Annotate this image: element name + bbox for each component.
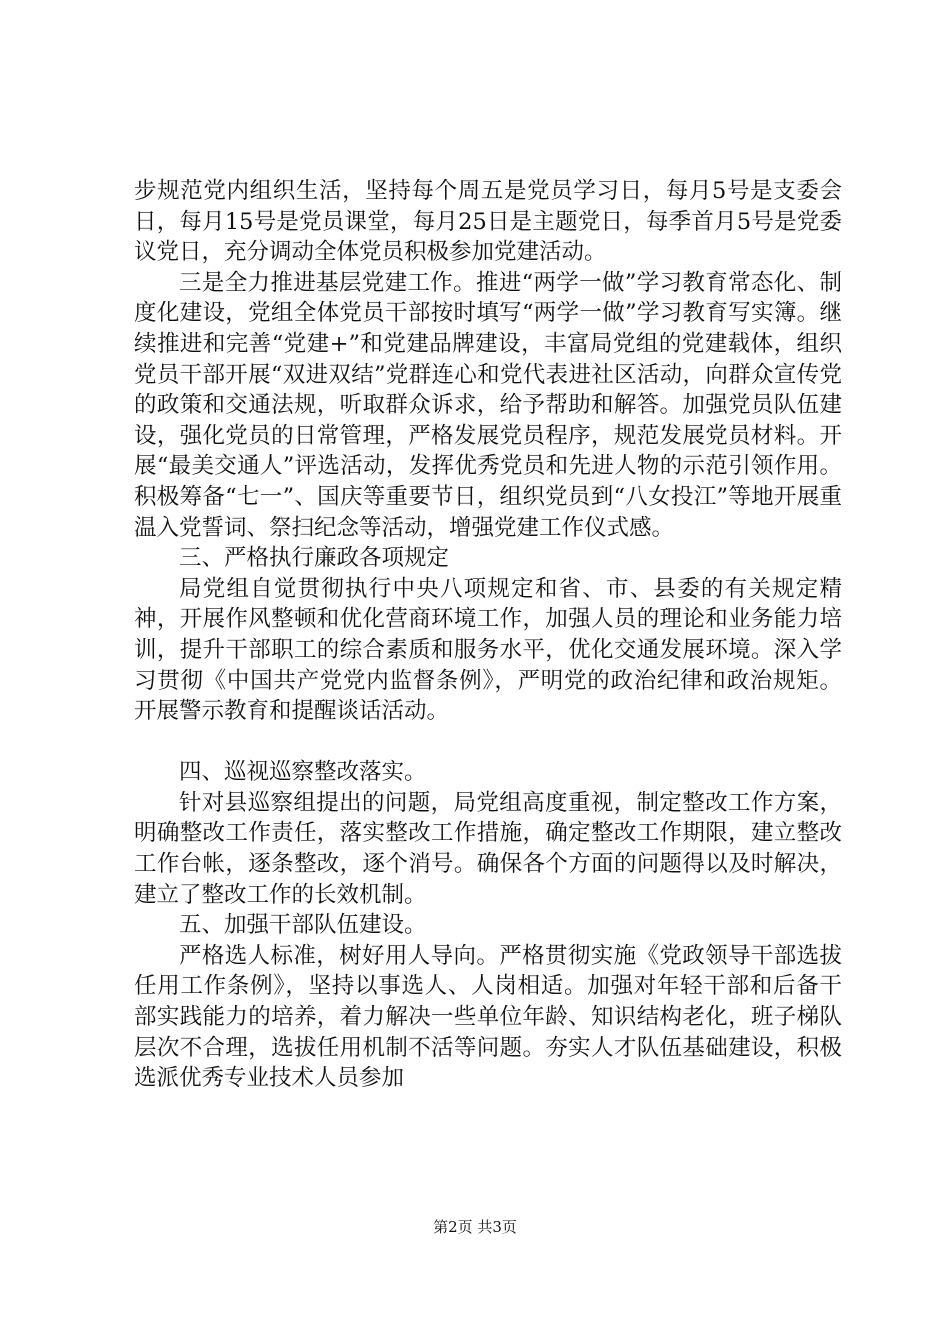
paragraph-inspection-rectification: 针对县巡察组提出的问题，局党组高度重视，制定整改工作方案，明确整改工作责任，落实整改工作措施，确定整改工作期限，建立整改工作台帐，逐条整改，逐个消号。确保各个方面的问题得以及时解决，建立了整改工作的长效机制。 [134,789,842,908]
paragraph-grassroots-party-building: 三是全力推进基层党建工作。推进“两学一做”学习教育常态化、制度化建设，党组全体党员干部按时填写“两学一做”学习教育写实簿。继续推进和完善“党建+”和党建品牌建设，丰富局党组的党建载体，组织党员干部开展“双进双结”党群连心和党代表进社区活动，向群众宣传党的政策和交通法规，听取群众诉求，给予帮助和解答。加强党员队伍建设，强化党员的日常管理，严格发展党员程序，规范发展党员材料。开展“最美交通人”评选活动，发挥优秀党员和先进人物的示范引领作用。积极筹备“七一”、国庆等重要节日，组织党员到“八女投江”等地开展重温入党誓词、祭扫纪念等活动，增强党建工作仪式感。 [134,269,842,541]
document-body [134,176,842,1094]
paragraph-party-life: 步规范党内组织生活，坚持每个周五是党员学习日，每月5号是支委会日，每月15号是党员课堂，每月25日是主题党日，每季首月5号是党委议党日，充分调动全体党员积极参加党建活动。 [134,178,842,266]
heading-cadre-team: 五、加强干部队伍建设。 [179,912,427,939]
heading-integrity-regulations: 三、严格执行廉政各项规定 [179,545,450,572]
paragraph-spacer [134,727,842,758]
paragraph-integrity-regulations: 局党组自觉贯彻执行中央八项规定和省、市、县委的有关规定精神，开展作风整顿和优化营商环境工作，加强人员的理论和业务能力培训，提升干部职工的综合素质和服务水平，优化交通发展环境。深入学习贯彻《中国共产党党内监督条例》，严明党的政治纪律和政治规矩。开展警示教育和提醒谈话活动。 [134,575,842,725]
heading-inspection-rectification: 四、巡视巡察整改落实。 [179,759,427,786]
paragraph-cadre-team: 严格选人标准，树好用人导向。严格贯彻实施《党政领导干部选拔任用工作条例》，坚持以事选人、人岗相适。加强对年轻干部和后备干部实践能力的培养，着力解决一些单位年龄、知识结构老化，班子梯队层次不合理，选拔任用机制不活等问题。夯实人才队伍基础建设，积极选派优秀专业技术人员参加 [134,942,842,1092]
page-number: 第2页 共3页 [433,1218,517,1236]
